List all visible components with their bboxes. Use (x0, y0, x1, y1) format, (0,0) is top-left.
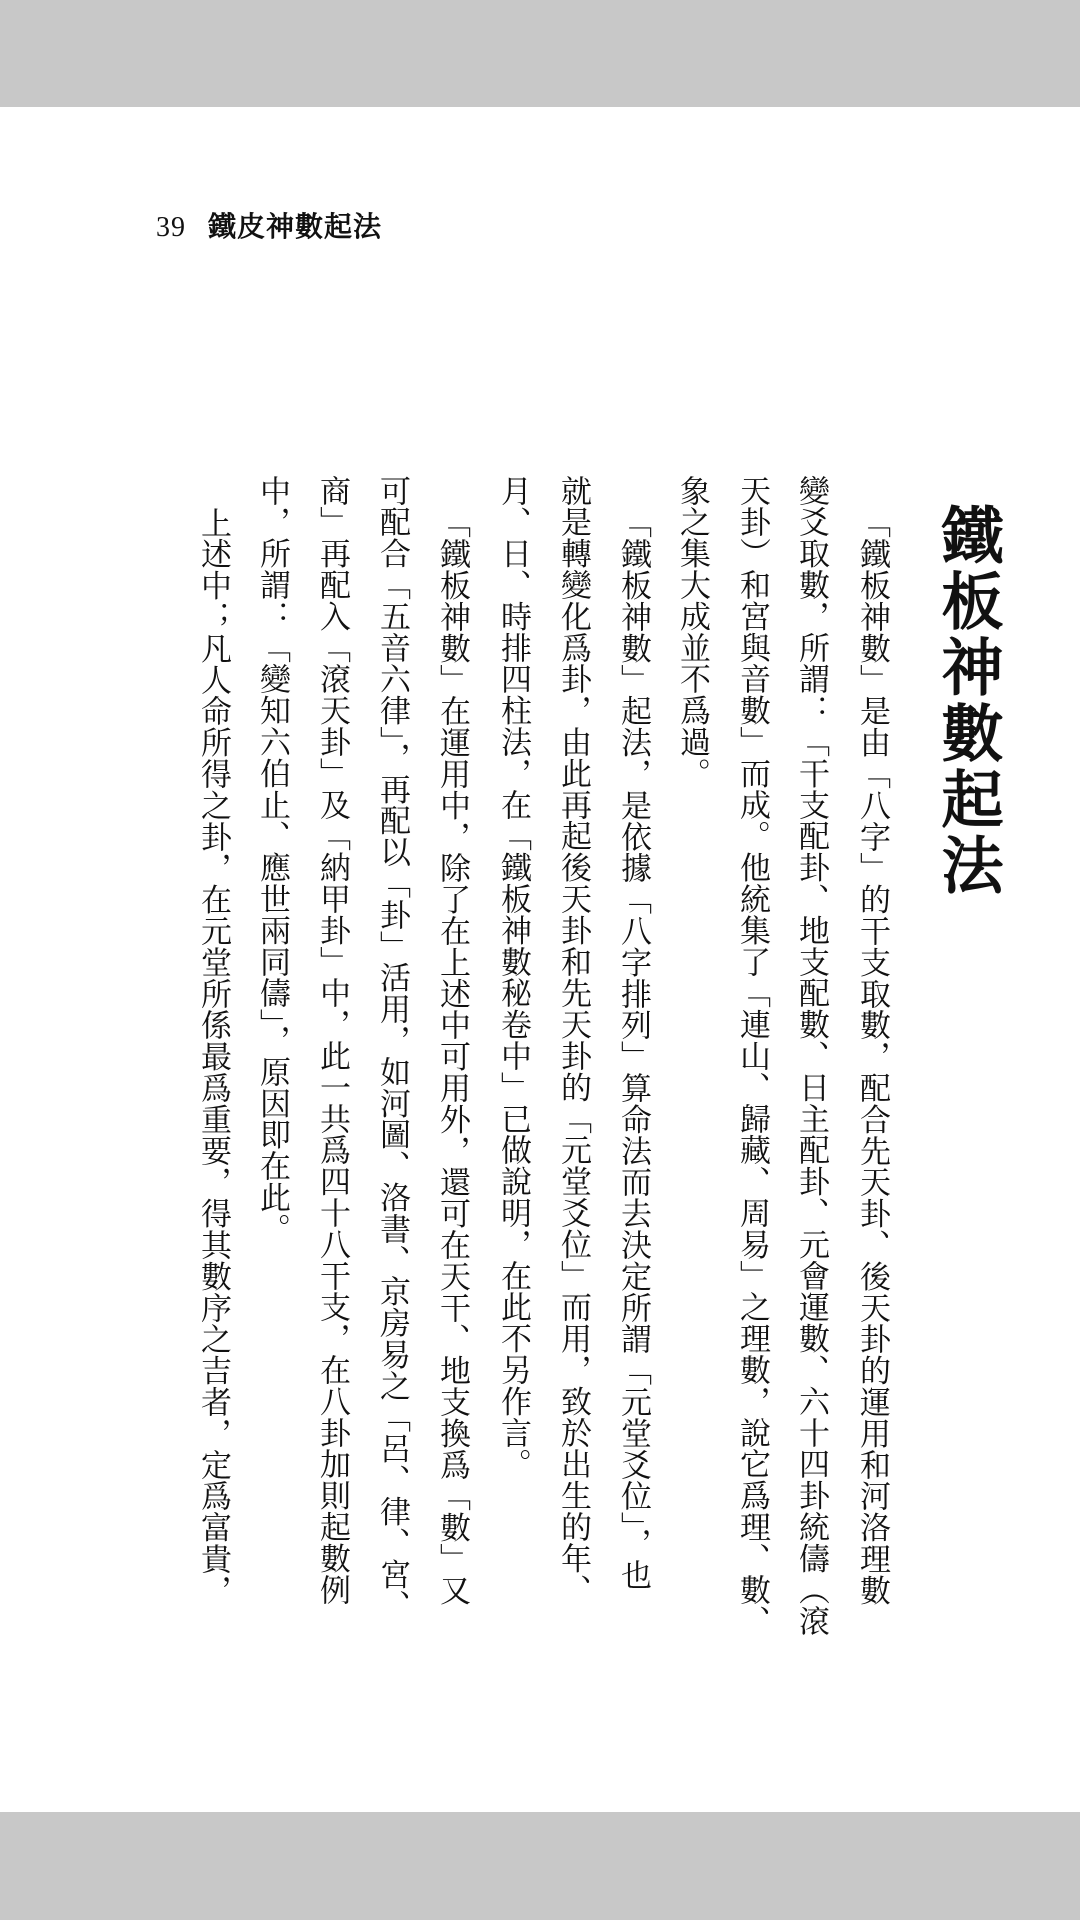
viewer-top-bar (0, 0, 1080, 107)
chapter-title: 鐵板神數起法 (931, 503, 1004, 899)
text-column: 商」再配入「滾天卦」及「納甲卦」中，此一共爲四十八干支，在八卦加則起數例 (314, 475, 350, 1606)
text-column: 上述中；凡人命所得之卦，在元堂所係最爲重要，得其數序之吉者，定爲富貴， (195, 507, 231, 1606)
running-title: 鐵皮神數起法 (208, 210, 383, 243)
text-column: 「鐵板神數」起法，是依據「八字排列」算命法而去決定所謂「元堂爻位」，也 (615, 507, 651, 1591)
text-column: 天卦）和宮與音數」而成。他統集了「連山、歸藏、周易」之理數，說它爲理、數、 (734, 475, 770, 1637)
running-header (156, 210, 383, 243)
text-column: 月、日、時排四柱法，在「鐵板神數秘卷中」已做說明，在此不另作言。 (495, 475, 531, 1480)
text-column: 象之集大成並不爲過。 (674, 475, 710, 789)
text-column: 「鐵板神數」在運用中，除了在上述中可用外，還可在天干、地支換爲「數」又 (434, 507, 470, 1606)
text-column: 可配合「五音六律」，再配以「卦」活用，如河圖、洛書、京房易之「呂、律、宮、 (374, 475, 410, 1622)
text-column: 「鐵板神數」是由「八字」的干支取數，配合先天卦、後天卦的運用和河洛理數 (854, 507, 890, 1606)
viewer-bottom-bar (0, 1812, 1080, 1920)
text-column: 變爻取數，所謂：「干支配卦、地支配數、日主配卦、元會運數、六十四卦統儔（滾 (793, 475, 829, 1637)
page-number: 39 (156, 212, 186, 243)
text-column: 中，所謂：「變知六伯止、應世兩同儔」，原因即在此。 (254, 475, 290, 1245)
text-column: 就是轉變化爲卦，由此再起後天卦和先天卦的「元堂爻位」而用，致於出生的年、 (555, 475, 591, 1606)
book-page (0, 107, 1080, 1812)
